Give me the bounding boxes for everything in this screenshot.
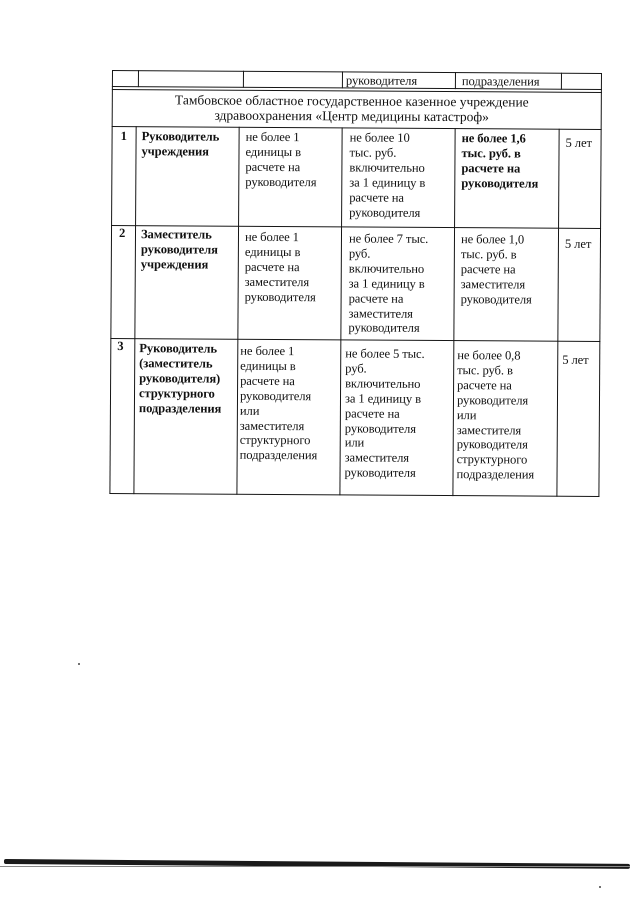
- scan-speck: [78, 663, 80, 665]
- scan-edge-line: [0, 866, 630, 867]
- norms-table: [109, 70, 602, 497]
- top-row-cell: руководителя: [345, 73, 418, 88]
- table-border-bottom: [109, 493, 599, 497]
- scan-edge-line: [4, 859, 630, 869]
- column-divider: [133, 126, 136, 494]
- row-number: 3: [117, 339, 124, 354]
- row-number: 1: [120, 129, 127, 144]
- position-cell: Руководитель (заместитель руководителя) структурного подразделения: [138, 341, 222, 416]
- table-border-left: [109, 70, 113, 494]
- monthly-limit-cell: не более 1,0 тыс. руб. в расчете на заместителя руководителя: [460, 232, 532, 307]
- monthly-limit-cell: не более 0,8 тыс. руб. в расчете на руководителя или заместителя руководителя структурного подразделения: [456, 348, 535, 482]
- row-number: 2: [118, 226, 126, 241]
- column-divider: [243, 71, 244, 88]
- quantity-cell: не более 1 единицы в расчете на руководителя или заместителя структурного подразделения: [239, 343, 318, 463]
- quantity-cell: не более 1 единицы в расчете на заместителя руководителя: [244, 229, 316, 304]
- term-cell: 5 лет: [562, 352, 589, 367]
- position-cell: Заместитель руководителя учреждения: [140, 227, 218, 272]
- position-cell: Руководитель учреждения: [141, 129, 220, 159]
- monthly-limit-cell: не более 1,6 тыс. руб. в расчете на руководителя: [461, 131, 539, 191]
- column-divider: [342, 71, 343, 88]
- price-cell: не более 10 тыс. руб. включительно за 1 единицу в расчете на руководителя: [349, 130, 426, 220]
- column-divider: [561, 73, 562, 90]
- scan-speck: [599, 886, 601, 888]
- top-row-cell: подразделения: [461, 74, 540, 89]
- column-divider: [138, 70, 139, 87]
- organization-header: Тамбовское областное государственное казенное учреждение здравоохранения «Центр медицины катастроф»: [174, 92, 529, 125]
- quantity-cell: не более 1 единицы в расчете на руководителя: [245, 129, 317, 189]
- term-cell: 5 лет: [565, 135, 592, 150]
- price-cell: не более 7 тыс. руб. включительно за 1 единицу в расчете на заместителя руководителя: [348, 231, 429, 336]
- column-divider: [455, 72, 456, 89]
- term-cell: 5 лет: [564, 236, 592, 251]
- price-cell: не более 5 тыс. руб. включительно за 1 единицу в расчете на руководителя или заместителя руководителя: [344, 346, 425, 481]
